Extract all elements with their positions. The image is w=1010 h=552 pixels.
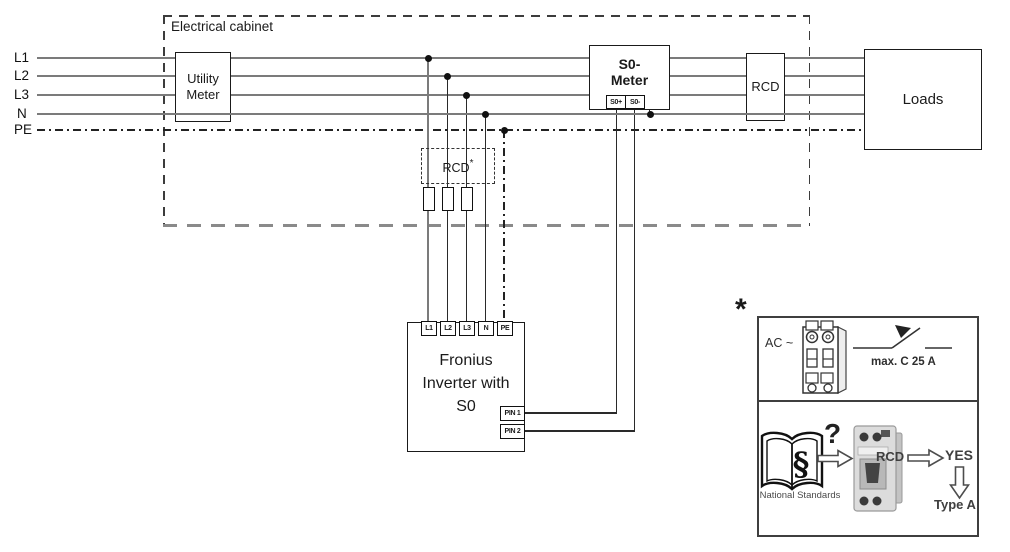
bus-label-l3: L3 bbox=[14, 87, 30, 102]
inverter-terminal-pe: PE bbox=[497, 321, 513, 336]
rcd-star-label bbox=[443, 158, 474, 175]
bus-line-pe bbox=[37, 129, 864, 131]
cabinet-border-left bbox=[163, 15, 165, 226]
loads-label: Loads bbox=[902, 91, 944, 108]
arrow-right-icon-2 bbox=[907, 448, 945, 468]
arrow-down-icon bbox=[949, 466, 970, 500]
rcd-box bbox=[746, 53, 785, 121]
loads-box bbox=[864, 49, 982, 150]
inverter-line1: Fronius bbox=[439, 351, 493, 369]
junction-dot-meter-n bbox=[647, 111, 654, 118]
cabinet-label: Electrical cabinet bbox=[171, 19, 274, 34]
breaker-symbol-icon bbox=[851, 320, 955, 354]
wire-pe-drop bbox=[503, 130, 505, 323]
wire-s0-plus-vertical bbox=[616, 107, 617, 413]
wire-pin1-horizontal bbox=[522, 412, 617, 414]
junction-dot-pe bbox=[501, 127, 508, 134]
legend-ac-label: AC ~ bbox=[765, 336, 794, 350]
inverter-terminal-l3: L3 bbox=[459, 321, 475, 336]
cabinet-border-bottom bbox=[163, 224, 810, 227]
section-symbol: § bbox=[792, 445, 810, 483]
inverter-line2: Inverter with bbox=[422, 374, 510, 392]
rcd-star-box bbox=[421, 148, 495, 184]
junction-dot-l2 bbox=[444, 73, 451, 80]
legend-asterisk: * bbox=[735, 293, 747, 326]
inverter-pin1-terminal: PIN 1 bbox=[500, 406, 525, 421]
bus-line-l2 bbox=[37, 75, 864, 77]
junction-dot-l3 bbox=[463, 92, 470, 99]
bus-line-l3 bbox=[37, 94, 864, 96]
inverter-terminal-l2: L2 bbox=[440, 321, 456, 336]
cabinet-border-top bbox=[163, 15, 810, 17]
legend-rcd-label: RCD bbox=[876, 449, 905, 464]
bus-line-l1 bbox=[37, 57, 864, 59]
inverter-terminal-n: N bbox=[478, 321, 494, 336]
bus-label-l2: L2 bbox=[14, 68, 30, 83]
rcd-device-icon bbox=[852, 423, 904, 515]
s0-meter-line2: Meter bbox=[610, 71, 649, 88]
bus-label-pe: PE bbox=[14, 122, 33, 137]
utility-meter-box bbox=[175, 52, 231, 122]
bus-label-n: N bbox=[17, 106, 27, 121]
legend-yes-label: YES bbox=[945, 447, 974, 463]
question-mark: ? bbox=[824, 418, 842, 449]
s0-meter-line1: S0- bbox=[618, 55, 641, 72]
wire-n-drop bbox=[485, 114, 486, 323]
s0-minus-terminal: S0- bbox=[625, 95, 645, 109]
inverter-terminal-l1: L1 bbox=[421, 321, 437, 336]
utility-meter-line2: Meter bbox=[186, 87, 220, 102]
rcd-star-text: RCD bbox=[442, 160, 470, 175]
fuse-l2 bbox=[442, 187, 454, 211]
utility-meter-label bbox=[186, 71, 219, 103]
junction-dot-n bbox=[482, 111, 489, 118]
arrow-right-icon-1 bbox=[817, 449, 854, 468]
standards-book-icon bbox=[759, 429, 825, 497]
s0-plus-terminal: S0+ bbox=[606, 95, 626, 109]
inverter-pin2-terminal: PIN 2 bbox=[500, 424, 525, 439]
fuse-l1 bbox=[423, 187, 435, 211]
bus-label-l1: L1 bbox=[14, 50, 30, 65]
junction-dot-l1 bbox=[425, 55, 432, 62]
inverter-label bbox=[422, 349, 509, 418]
wire-s0-minus-vertical bbox=[634, 107, 635, 431]
utility-meter-line1: Utility bbox=[187, 71, 219, 86]
national-standards-label: National Standards bbox=[759, 490, 841, 501]
bus-line-n bbox=[37, 113, 864, 115]
rcd-box-label: RCD bbox=[751, 79, 780, 94]
rcd-star-asterisk: * bbox=[469, 157, 474, 169]
s0-meter-label bbox=[611, 56, 648, 88]
legend-max-label: max. C 25 A bbox=[871, 356, 936, 368]
inverter-line3: S0 bbox=[456, 397, 476, 415]
wire-pin2-horizontal bbox=[522, 430, 635, 432]
circuit-breaker-icon bbox=[800, 319, 850, 395]
fuse-l3 bbox=[461, 187, 473, 211]
cabinet-border-right bbox=[809, 15, 811, 226]
legend-type-a-label: Type A bbox=[934, 497, 976, 512]
